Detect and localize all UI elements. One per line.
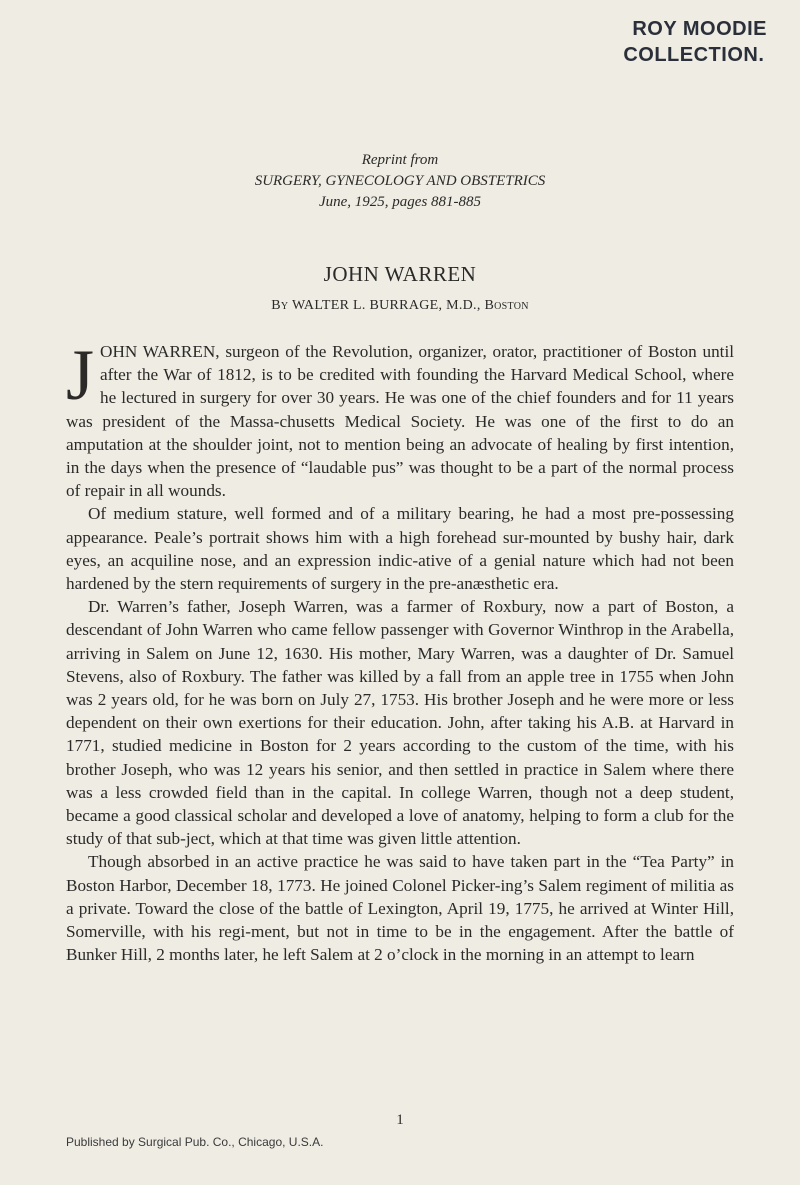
paragraph-1: [66, 335, 734, 502]
stamp-line-2: COLLECTION.: [623, 44, 765, 66]
journal-name: SURGERY, GYNECOLOGY AND OBSTETRICS: [254, 173, 546, 189]
reprint-label: Reprint from: [361, 152, 439, 168]
paragraph-4: Though absorbed in an active practice he was said to have taken part in the “Tea Party” in Boston Harbor, December 18, 1773. He joined Colonel Picker-ing’s Salem regiment of militia as a private. Toward the close of the battle of Lexington, April 19, 1775, he arrived at Winter Hill, Somerville, with his regi-ment, but not in time to be in the engagement. After the battle of Bunker Hill, 2 months later, he left Salem at 2 o’clock in the morning in an attempt to learn: [66, 852, 734, 965]
publisher-line: Published by Surgical Pub. Co., Chicago, U.S.A.: [66, 1135, 324, 1149]
issue-info: June, 1925, pages 881-885: [318, 194, 482, 210]
paragraph-3: Dr. Warren’s father, Joseph Warren, was a farmer of Roxbury, now a part of Boston, a descendant of John Warren who came fellow passenger with Governor Winthrop in the Arabella, arriving in Salem on June 12, 1630. His mother, Mary Warren, was a daughter of Dr. Samuel Stevens, also of Roxbury. The father was killed by a fall from an apple tree in 1755 when John was 2 years old, for he was born on July 27, 1753. His brother Joseph and he were more or less dependent on their own exertions for their education. John, after taking his A.B. at Harvard in 1771, studied medicine in Boston for 2 years according to the custom of the time, with his brother Joseph, who was 12 years his senior, and then settled in practice in Salem where there was a less crowded field than in the capital. In college Warren, though not a deep student, became a good classical scholar and developed a love of anatomy, helping to form a club for the study of that sub-ject, which at that time was given little attention.: [66, 597, 734, 849]
collection-stamp: [623, 16, 767, 68]
stamp-line-1: ROY MOODIE: [632, 18, 767, 40]
article-body: [66, 335, 734, 966]
paragraph-2: Of medium stature, well formed and of a military bearing, he had a most pre-possessing appearance. Peale’s portrait shows him with a high forehead sur-mounted by bushy hair, dark eyes, an acquiline nose, and an expression indic-ative of a genial nature which had not been hardened by the stern requirements of surgery in the pre-anæsthetic era.: [66, 504, 734, 594]
page-number: 1: [396, 1112, 404, 1128]
article-byline: By WALTER L. BURRAGE, M.D., Boston: [271, 298, 529, 313]
article-title: JOHN WARREN: [323, 262, 477, 286]
reprint-notice: [0, 150, 800, 213]
drop-cap: J: [66, 335, 95, 415]
paragraph-1-text: OHN WARREN, surgeon of the Revolution, organizer, orator, practitioner of Boston until after the War of 1812, is to be credited with founding the Harvard Medical School, where he lectured in surgery for over 30 years. He was one of the chief founders and for 11 years was president of the Massa-chusetts Medical Society. He was one of the first to do an amputation at the shoulder joint, not to mention being an advocate of healing by first intention, in the days when the presence of “laudable pus” was thought to be a part of the normal process of repair in all wounds.: [66, 342, 734, 501]
